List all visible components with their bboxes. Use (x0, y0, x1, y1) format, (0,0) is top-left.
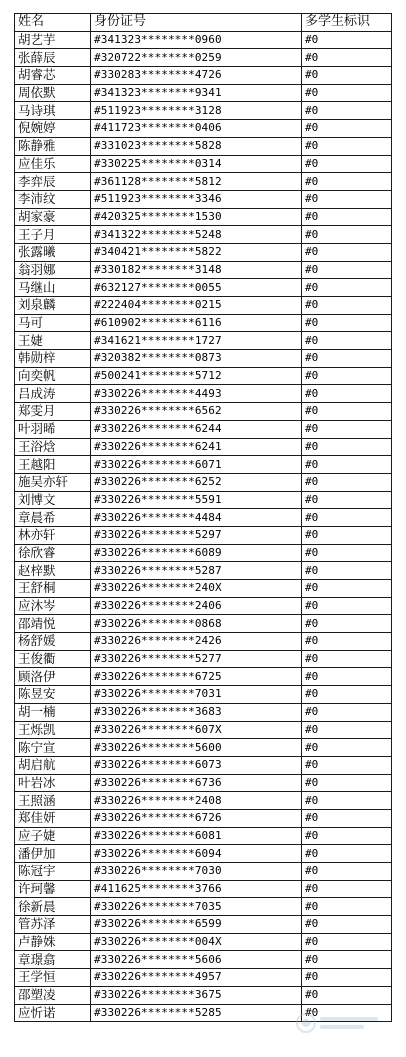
multi-student-flag-cell: #0 (302, 668, 392, 686)
table-row (15, 509, 392, 527)
student-name-cell: 王越阳 (15, 456, 91, 474)
multi-student-flag-cell: #0 (302, 916, 392, 934)
student-name-cell: 马可 (15, 314, 91, 332)
id-number-cell: #330226********2406 (91, 597, 302, 615)
student-name-cell: 翁羽娜 (15, 261, 91, 279)
student-name-cell: 胡睿芯 (15, 67, 91, 85)
multi-student-flag-cell: #0 (302, 190, 392, 208)
student-name-cell: 管苏泽 (15, 916, 91, 934)
multi-student-flag-cell: #0 (302, 951, 392, 969)
table-row (15, 137, 392, 155)
header-name: 姓名 (15, 14, 91, 32)
student-name-cell: 卢静姝 (15, 933, 91, 951)
student-name-cell: 赵梓默 (15, 562, 91, 580)
student-name-cell: 潘伊加 (15, 845, 91, 863)
table-row (15, 491, 392, 509)
student-name-cell: 徐欣睿 (15, 544, 91, 562)
table-row (15, 756, 392, 774)
multi-student-flag-cell: #0 (302, 845, 392, 863)
id-number-cell: #341322********5248 (91, 226, 302, 244)
student-name-cell: 李沛纹 (15, 190, 91, 208)
id-number-cell: #341621********1727 (91, 332, 302, 350)
id-number-cell: #411723********0406 (91, 120, 302, 138)
multi-student-flag-cell: #0 (302, 261, 392, 279)
id-number-cell: #330226********5600 (91, 739, 302, 757)
id-number-cell: #330226********6736 (91, 774, 302, 792)
student-name-cell: 徐新晨 (15, 898, 91, 916)
table-row (15, 933, 392, 951)
id-number-cell: #632127********0055 (91, 279, 302, 297)
multi-student-flag-cell: #0 (302, 827, 392, 845)
id-number-cell: #330226********6081 (91, 827, 302, 845)
table-row (15, 155, 392, 173)
table-row (15, 173, 392, 191)
id-number-cell: #511923********3346 (91, 190, 302, 208)
student-name-cell: 章晨希 (15, 509, 91, 527)
student-name-cell: 郑雯月 (15, 403, 91, 421)
table-row (15, 385, 392, 403)
multi-student-flag-cell: #0 (302, 456, 392, 474)
student-name-cell: 叶羽晞 (15, 420, 91, 438)
student-name-cell: 向奕帆 (15, 367, 91, 385)
id-number-cell: #330226********5606 (91, 951, 302, 969)
multi-student-flag-cell: #0 (302, 403, 392, 421)
table-row (15, 297, 392, 315)
multi-student-flag-cell: #0 (302, 137, 392, 155)
multi-student-flag-cell: #0 (302, 120, 392, 138)
multi-student-flag-cell: #0 (302, 332, 392, 350)
table-row (15, 951, 392, 969)
student-name-cell: 应佳乐 (15, 155, 91, 173)
student-name-cell: 施吴亦轩 (15, 473, 91, 491)
student-name-cell: 周依默 (15, 84, 91, 102)
id-number-cell: #330226********4484 (91, 509, 302, 527)
table-row (15, 102, 392, 120)
multi-student-flag-cell: #0 (302, 350, 392, 368)
student-name-cell: 陈冠宇 (15, 863, 91, 881)
multi-student-flag-cell: #0 (302, 279, 392, 297)
id-number-cell: #222404********0215 (91, 297, 302, 315)
multi-student-flag-cell: #0 (302, 686, 392, 704)
student-name-cell: 胡家豪 (15, 208, 91, 226)
multi-student-flag-cell: #0 (302, 526, 392, 544)
student-name-cell: 王学恒 (15, 969, 91, 987)
id-number-cell: #610902********6116 (91, 314, 302, 332)
multi-student-flag-cell: #0 (302, 597, 392, 615)
table-row (15, 863, 392, 881)
id-number-cell: #330226********6094 (91, 845, 302, 863)
multi-student-flag-cell: #0 (302, 933, 392, 951)
id-number-cell: #341323********0960 (91, 31, 302, 49)
student-name-cell: 王婕 (15, 332, 91, 350)
table-row (15, 633, 392, 651)
header-row (15, 14, 392, 32)
multi-student-flag-cell: #0 (302, 774, 392, 792)
table-row (15, 49, 392, 67)
table-row (15, 1004, 392, 1022)
table-row (15, 615, 392, 633)
table-row (15, 314, 392, 332)
id-number-cell: #330225********0314 (91, 155, 302, 173)
table-row (15, 243, 392, 261)
table-row (15, 916, 392, 934)
multi-student-flag-cell: #0 (302, 562, 392, 580)
table-row (15, 686, 392, 704)
header-multi-student-flag: 多学生标识 (302, 14, 392, 32)
table-row (15, 526, 392, 544)
id-number-cell: #330226********6244 (91, 420, 302, 438)
student-name-cell: 刘泉麟 (15, 297, 91, 315)
table-row (15, 279, 392, 297)
id-number-cell: #330226********3675 (91, 986, 302, 1004)
student-name-cell: 陈宁宣 (15, 739, 91, 757)
multi-student-flag-cell: #0 (302, 544, 392, 562)
student-name-cell: 应沐岑 (15, 597, 91, 615)
multi-student-flag-cell: #0 (302, 650, 392, 668)
id-number-cell: #330226********3683 (91, 703, 302, 721)
student-name-cell: 应忻诺 (15, 1004, 91, 1022)
multi-student-flag-cell: #0 (302, 297, 392, 315)
multi-student-flag-cell: #0 (302, 367, 392, 385)
table-row (15, 650, 392, 668)
student-name-cell: 叶岩冰 (15, 774, 91, 792)
multi-student-flag-cell: #0 (302, 739, 392, 757)
multi-student-flag-cell: #0 (302, 67, 392, 85)
table-row (15, 438, 392, 456)
student-name-cell: 章璟翕 (15, 951, 91, 969)
id-number-cell: #330226********0868 (91, 615, 302, 633)
student-name-cell: 王舒桐 (15, 580, 91, 598)
multi-student-flag-cell: #0 (302, 243, 392, 261)
id-number-cell: #330226********7035 (91, 898, 302, 916)
table-row (15, 226, 392, 244)
student-name-cell: 王俊衢 (15, 650, 91, 668)
multi-student-flag-cell: #0 (302, 491, 392, 509)
table-row (15, 456, 392, 474)
id-number-cell: #411625********3766 (91, 880, 302, 898)
multi-student-flag-cell: #0 (302, 986, 392, 1004)
table-row (15, 721, 392, 739)
student-name-cell: 王浴焓 (15, 438, 91, 456)
table-row (15, 31, 392, 49)
multi-student-flag-cell: #0 (302, 84, 392, 102)
student-name-cell: 刘博文 (15, 491, 91, 509)
multi-student-flag-cell: #0 (302, 615, 392, 633)
student-name-cell: 张薛辰 (15, 49, 91, 67)
multi-student-flag-cell: #0 (302, 314, 392, 332)
multi-student-flag-cell: #0 (302, 898, 392, 916)
table-row (15, 703, 392, 721)
multi-student-flag-cell: #0 (302, 792, 392, 810)
student-name-cell: 王烁凯 (15, 721, 91, 739)
spreadsheet (14, 13, 391, 1022)
id-number-cell: #330226********6599 (91, 916, 302, 934)
id-number-cell: #330226********6725 (91, 668, 302, 686)
student-name-cell: 林亦轩 (15, 526, 91, 544)
student-name-cell: 邵靖悦 (15, 615, 91, 633)
multi-student-flag-cell: #0 (302, 1004, 392, 1022)
student-name-cell: 张露曦 (15, 243, 91, 261)
id-number-cell: #330226********240X (91, 580, 302, 598)
id-number-cell: #330226********607X (91, 721, 302, 739)
table-row (15, 190, 392, 208)
table-row (15, 120, 392, 138)
student-name-cell: 胡艺芋 (15, 31, 91, 49)
table-row (15, 774, 392, 792)
multi-student-flag-cell: #0 (302, 438, 392, 456)
id-number-cell: #330283********4726 (91, 67, 302, 85)
multi-student-flag-cell: #0 (302, 863, 392, 881)
table-row (15, 880, 392, 898)
student-name-cell: 王照涵 (15, 792, 91, 810)
table-row (15, 809, 392, 827)
id-number-cell: #320382********0873 (91, 350, 302, 368)
id-number-cell: #330226********5285 (91, 1004, 302, 1022)
id-number-cell: #361128********5812 (91, 173, 302, 191)
student-name-cell: 胡一楠 (15, 703, 91, 721)
table-row (15, 792, 392, 810)
multi-student-flag-cell: #0 (302, 633, 392, 651)
table-row (15, 597, 392, 615)
table-row (15, 350, 392, 368)
multi-student-flag-cell: #0 (302, 102, 392, 120)
table-row (15, 969, 392, 987)
table-row (15, 420, 392, 438)
id-number-cell: #511923********3128 (91, 102, 302, 120)
student-name-cell: 王子月 (15, 226, 91, 244)
student-name-cell: 倪婉婷 (15, 120, 91, 138)
multi-student-flag-cell: #0 (302, 31, 392, 49)
multi-student-flag-cell: #0 (302, 703, 392, 721)
id-number-cell: #330226********5277 (91, 650, 302, 668)
id-number-cell: #500241********5712 (91, 367, 302, 385)
id-number-cell: #331023********5828 (91, 137, 302, 155)
table-row (15, 898, 392, 916)
multi-student-flag-cell: #0 (302, 226, 392, 244)
table-row (15, 562, 392, 580)
student-name-cell: 韩勋梓 (15, 350, 91, 368)
table-row (15, 208, 392, 226)
multi-student-flag-cell: #0 (302, 49, 392, 67)
id-number-cell: #330226********7031 (91, 686, 302, 704)
id-number-cell: #330226********2408 (91, 792, 302, 810)
id-number-cell: #341323********9341 (91, 84, 302, 102)
header-id-number: 身份证号 (91, 14, 302, 32)
student-name-cell: 胡启航 (15, 756, 91, 774)
table-row (15, 845, 392, 863)
id-number-cell: #330226********6241 (91, 438, 302, 456)
table-row (15, 668, 392, 686)
table-row (15, 67, 392, 85)
student-name-cell: 马继山 (15, 279, 91, 297)
student-name-cell: 杨舒媛 (15, 633, 91, 651)
table-row (15, 367, 392, 385)
student-table (14, 13, 392, 1022)
id-number-cell: #330226********6071 (91, 456, 302, 474)
id-number-cell: #320722********0259 (91, 49, 302, 67)
id-number-cell: #330226********5287 (91, 562, 302, 580)
student-name-cell: 马诗琪 (15, 102, 91, 120)
student-name-cell: 李弈辰 (15, 173, 91, 191)
table-row (15, 473, 392, 491)
table-row (15, 261, 392, 279)
id-number-cell: #330182********3148 (91, 261, 302, 279)
table-row (15, 986, 392, 1004)
id-number-cell: #330226********7030 (91, 863, 302, 881)
id-number-cell: #330226********6073 (91, 756, 302, 774)
id-number-cell: #330226********004X (91, 933, 302, 951)
table-row (15, 403, 392, 421)
id-number-cell: #330226********5297 (91, 526, 302, 544)
table-row (15, 544, 392, 562)
table-row (15, 580, 392, 598)
student-name-cell: 吕成涛 (15, 385, 91, 403)
student-name-cell: 顾洛伊 (15, 668, 91, 686)
multi-student-flag-cell: #0 (302, 509, 392, 527)
student-name-cell: 陈昱安 (15, 686, 91, 704)
multi-student-flag-cell: #0 (302, 208, 392, 226)
id-number-cell: #330226********6252 (91, 473, 302, 491)
id-number-cell: #420325********1530 (91, 208, 302, 226)
multi-student-flag-cell: #0 (302, 173, 392, 191)
student-name-cell: 郑佳妍 (15, 809, 91, 827)
multi-student-flag-cell: #0 (302, 473, 392, 491)
id-number-cell: #330226********4957 (91, 969, 302, 987)
multi-student-flag-cell: #0 (302, 809, 392, 827)
multi-student-flag-cell: #0 (302, 756, 392, 774)
table-row (15, 827, 392, 845)
multi-student-flag-cell: #0 (302, 969, 392, 987)
multi-student-flag-cell: #0 (302, 385, 392, 403)
multi-student-flag-cell: #0 (302, 721, 392, 739)
table-body (15, 31, 392, 1022)
id-number-cell: #330226********6726 (91, 809, 302, 827)
student-name-cell: 邵塑凌 (15, 986, 91, 1004)
student-name-cell: 陈静雅 (15, 137, 91, 155)
student-name-cell: 应子婕 (15, 827, 91, 845)
multi-student-flag-cell: #0 (302, 880, 392, 898)
multi-student-flag-cell: #0 (302, 155, 392, 173)
student-name-cell: 许珂馨 (15, 880, 91, 898)
multi-student-flag-cell: #0 (302, 420, 392, 438)
id-number-cell: #340421********5822 (91, 243, 302, 261)
id-number-cell: #330226********6562 (91, 403, 302, 421)
id-number-cell: #330226********2426 (91, 633, 302, 651)
table-row (15, 332, 392, 350)
multi-student-flag-cell: #0 (302, 580, 392, 598)
id-number-cell: #330226********5591 (91, 491, 302, 509)
table-row (15, 739, 392, 757)
table-row (15, 84, 392, 102)
id-number-cell: #330226********6089 (91, 544, 302, 562)
id-number-cell: #330226********4493 (91, 385, 302, 403)
